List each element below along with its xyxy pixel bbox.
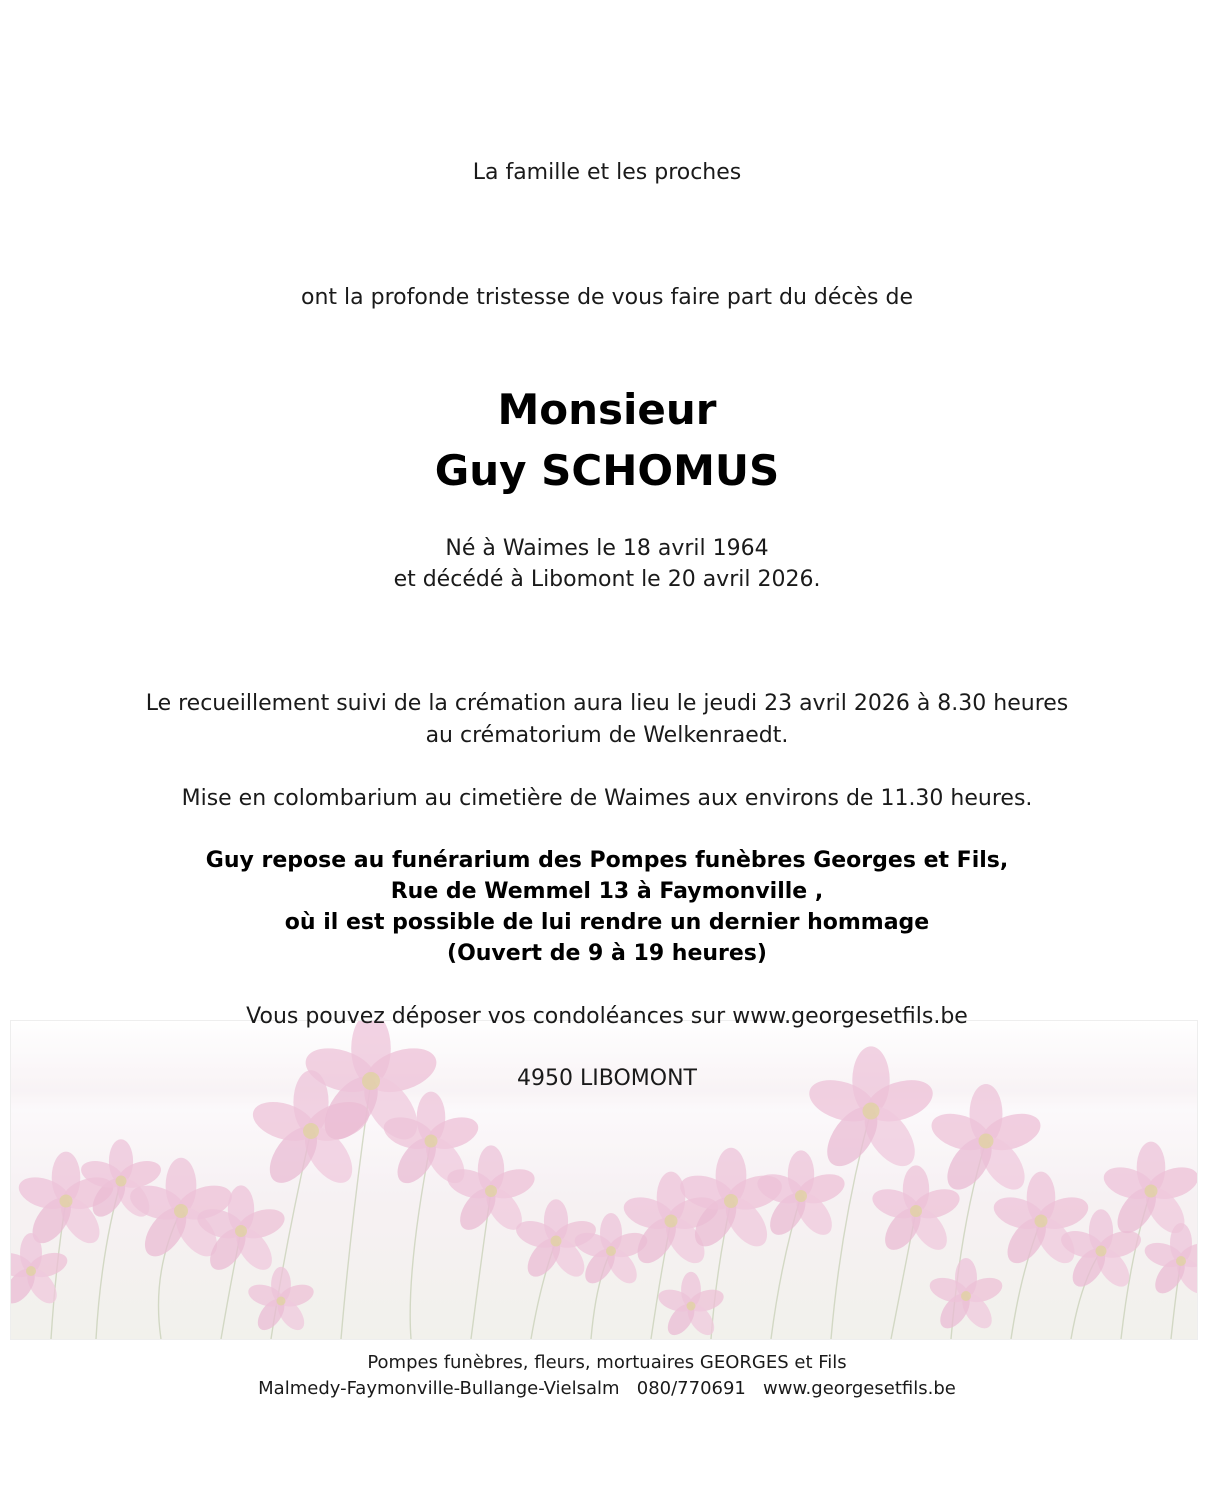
- intro-text: La famille et les proches: [472, 160, 742, 185]
- ceremony-line-2: au crématorium de Welkenraedt.: [425, 723, 789, 748]
- address-text: 4950 LIBOMONT: [517, 1066, 697, 1091]
- deceased-title: Monsieur: [497, 385, 717, 434]
- condolences-text: Vous pouvez déposer vos condoléances sur www.georgesetfils.be: [246, 1004, 968, 1029]
- funerarium-line-1: Guy repose au funérarium des Pompes funèbres Georges et Fils,: [205, 848, 1009, 873]
- funerarium-line-2: Rue de Wemmel 13 à Faymonville ,: [390, 879, 824, 904]
- columbarium-text: Mise en colombarium au cimetière de Waimes aux environs de 11.30 heures.: [181, 786, 1033, 811]
- ceremony-line-1: Le recueillement suivi de la crémation aura lieu le jeudi 23 avril 2026 à 8.30 heures: [145, 691, 1069, 716]
- footer-contact: Malmedy-Faymonville-Bullange-Vielsalm 080/770691 www.georgesetfils.be: [258, 1378, 956, 1399]
- birth-info: Né à Waimes le 18 avril 1964: [445, 536, 769, 561]
- funerarium-line-4: (Ouvert de 9 à 19 heures): [447, 941, 767, 966]
- funerarium-line-3: où il est possible de lui rendre un dernier hommage: [284, 910, 930, 935]
- deceased-name: Guy SCHOMUS: [434, 446, 780, 495]
- announcement-text: ont la profonde tristesse de vous faire part du décès de: [301, 285, 913, 310]
- death-info: et décédé à Libomont le 20 avril 2026.: [393, 567, 821, 592]
- footer-company: Pompes funèbres, fleurs, mortuaires GEORGES et Fils: [367, 1352, 847, 1373]
